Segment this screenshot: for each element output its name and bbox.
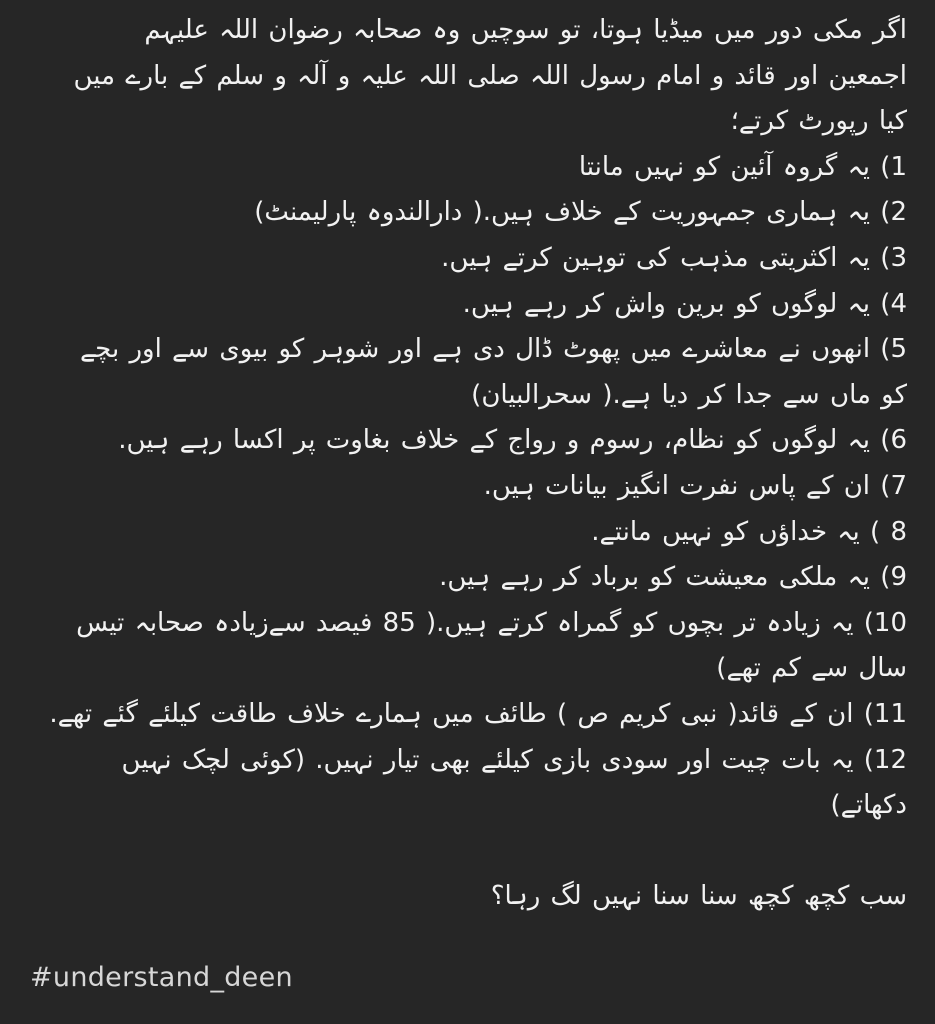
list-item-8: 8 ) یہ خداؤں کو نہیں مانتے. <box>591 516 907 547</box>
post-text <box>27 8 907 920</box>
list-item-7: 7) ان کے پاس نفرت انگیز بیانات ہیں. <box>483 470 907 501</box>
list-item-12-continued: دکھاتے) <box>830 790 907 821</box>
post-line-3: کیا رپورٹ کرتے؛ <box>730 106 907 137</box>
hashtag-link[interactable]: #understand_deen <box>30 962 293 993</box>
closing-question: سب کچھ کچھ سنا سنا نہیں لگ رہا؟ <box>490 881 907 912</box>
list-item-6: 6) یہ لوگوں کو نظام، رسوم و رواج کے خلاف بغاوت پر اکسا رہے ہیں. <box>118 425 907 456</box>
list-item-4: 4) یہ لوگوں کو برین واش کر رہے ہیں. <box>462 288 907 319</box>
list-item-5: 5) انھوں نے معاشرے میں پھوٹ ڈال دی ہے اور شوہر کو بیوی سے اور بچے <box>79 334 907 365</box>
list-item-5-continued: کو ماں سے جدا کر دیا ہے.( سحرالبیان) <box>471 379 907 410</box>
post-line-1: اگر مکی دور میں میڈیا ہوتا، تو سوچیں وہ صحابہ رضوان اللہ علیہم <box>144 15 907 45</box>
list-item-3: 3) یہ اکثریتی مذہب کی توہین کرتے ہیں. <box>441 242 907 273</box>
list-item-9: 9) یہ ملکی معیشت کو برباد کر رہے ہیں. <box>439 562 907 593</box>
list-item-12: 12) یہ بات چیت اور سودی بازی کیلئے بھی تیار نہیں. (کوئی لچک نہیں <box>121 744 907 775</box>
post-line-2: اجمعین اور قائد و امام رسول اللہ صلی اللہ علیہ و آلہ و سلم کے بارے میں <box>73 60 907 91</box>
blank-line <box>27 829 907 875</box>
list-item-10: 10) یہ زیادہ تر بچوں کو گمراہ کرتے ہیں.( 85 فیصد سےزیادہ صحابہ تیس <box>76 607 907 638</box>
list-item-10-continued: سال سے کم تھے) <box>716 653 907 684</box>
list-item-1: 1) یہ گروہ آئین کو نہیں مانتا <box>578 151 907 182</box>
list-item-2: 2) یہ ہماری جمہوریت کے خلاف ہیں.( دارالندوہ پارلیمنٹ) <box>254 197 907 228</box>
list-item-11: 11) ان کے قائد( نبی کریم ص ) طائف میں ہمارے خلاف طاقت کیلئے گئے تھے. <box>49 698 907 729</box>
